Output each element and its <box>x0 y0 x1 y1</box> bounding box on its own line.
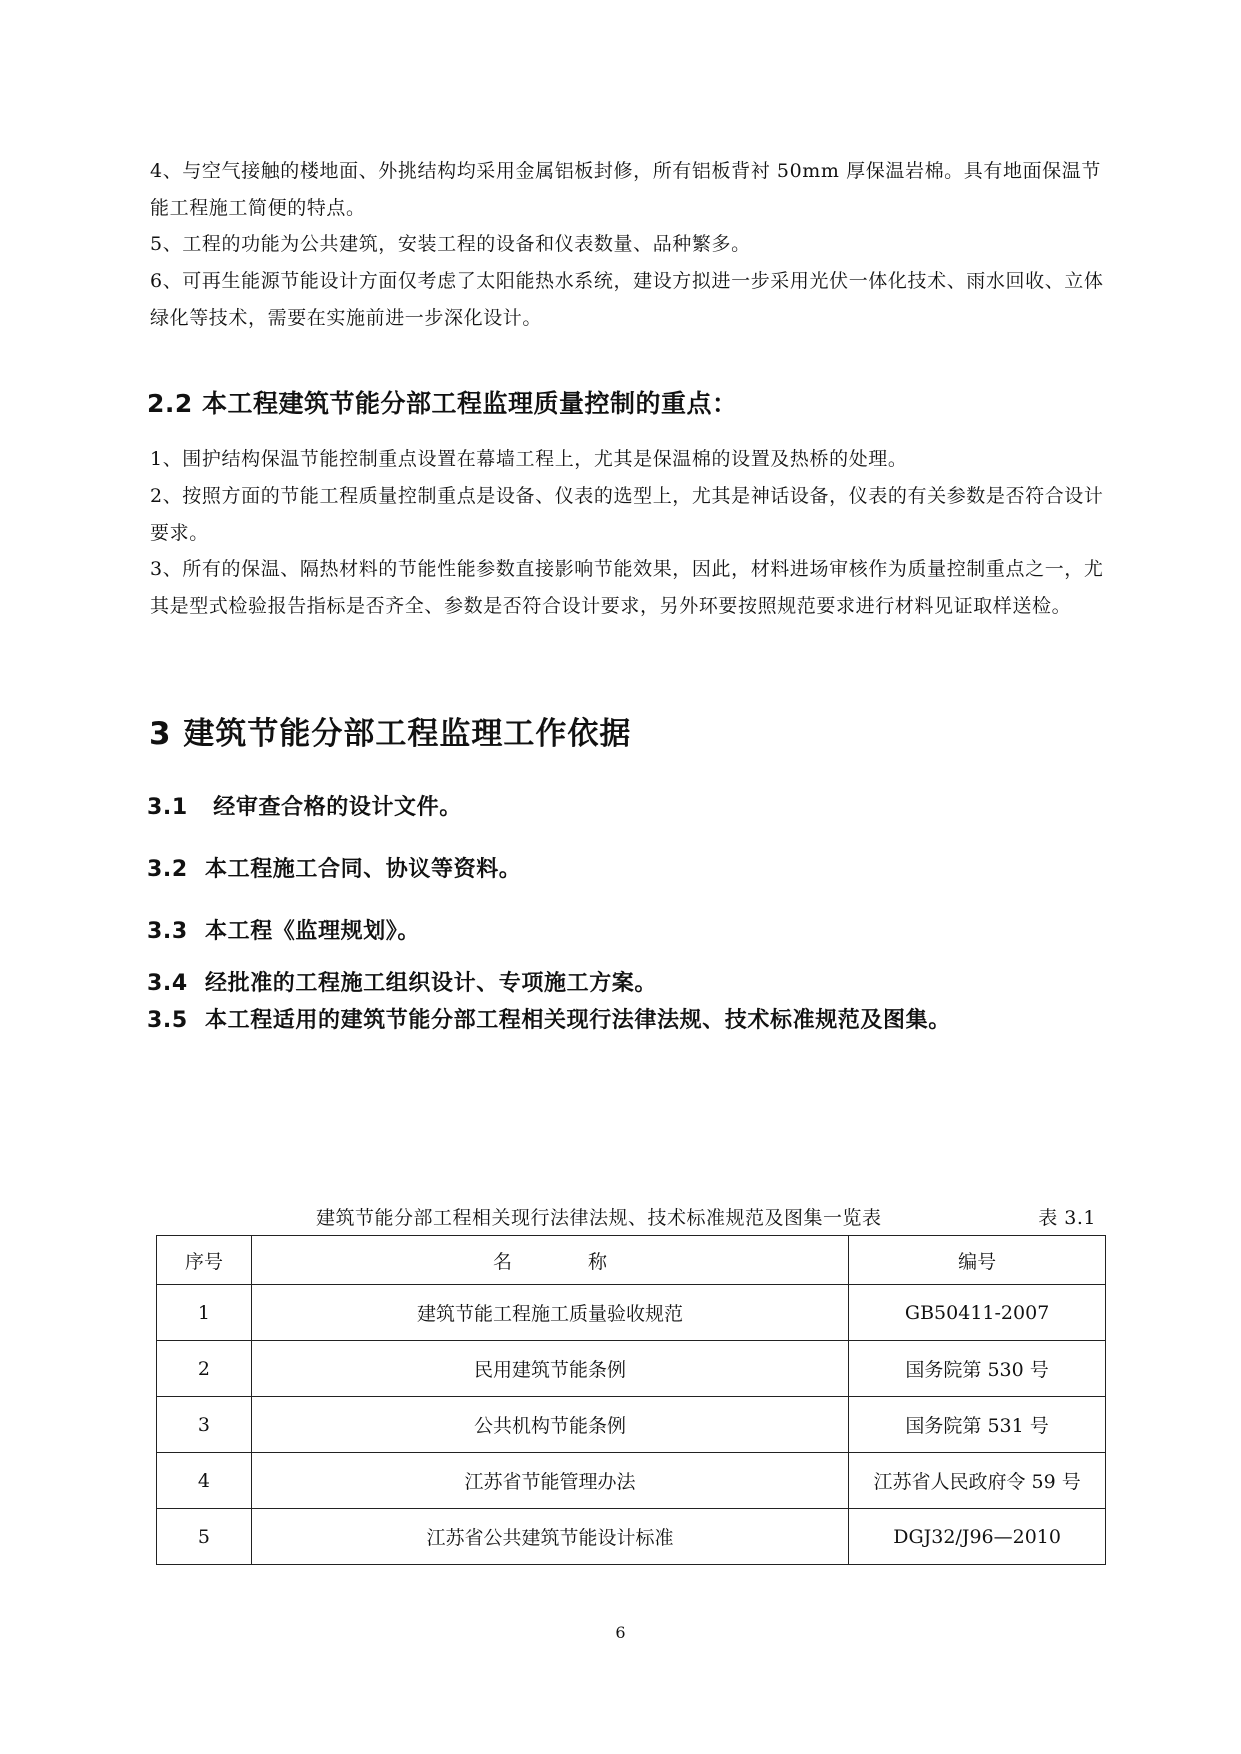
cell-code: 江苏省人民政府令 59 号 <box>849 1453 1106 1509</box>
header-name: 名 称 <box>251 1236 848 1285</box>
basis-item-text: 经审查合格的设计文件。 <box>205 795 462 820</box>
basis-item-number: 3.2 <box>147 857 188 882</box>
cell-name: 民用建筑节能条例 <box>251 1341 848 1397</box>
header-index: 序号 <box>157 1236 252 1285</box>
basis-item-number: 3.5 <box>147 1008 188 1033</box>
basis-item-number: 3.3 <box>147 919 188 944</box>
table-row <box>157 1509 1106 1565</box>
intro-item-6: 6、可再生能源节能设计方面仅考虑了太阳能热水系统，建设方拟进一步采用光伏一体化技术、雨水回收、立体绿化等技术，需要在实施前进一步深化设计。 <box>150 270 1104 329</box>
section-2-2-item-2: 2、按照方面的节能工程质量控制重点是设备、仪表的选型上，尤其是神话设备，仪表的有关参数是否符合设计要求。 <box>150 485 1104 544</box>
basis-item-text: 本工程适用的建筑节能分部工程相关现行法律法规、技术标准规范及图集。 <box>205 1008 951 1033</box>
basis-item-text: 经批准的工程施工组织设计、专项施工方案。 <box>205 971 658 996</box>
table-title: 建筑节能分部工程相关现行法律法规、技术标准规范及图集一览表 <box>316 1207 882 1229</box>
cell-code: 国务院第 531 号 <box>849 1397 1106 1453</box>
cell-name: 江苏省节能管理办法 <box>251 1453 848 1509</box>
basis-item-3-4 <box>147 966 657 997</box>
table-row <box>157 1397 1106 1453</box>
standards-table <box>156 1235 1106 1565</box>
header-code: 编号 <box>849 1236 1106 1285</box>
basis-item-3-2 <box>147 852 521 883</box>
page-number: 6 <box>615 1623 626 1642</box>
basis-item-text: 本工程施工合同、协议等资料。 <box>205 857 522 882</box>
cell-index: 1 <box>157 1285 252 1341</box>
table-row <box>157 1285 1106 1341</box>
basis-item-number: 3.1 <box>147 795 188 820</box>
cell-index: 2 <box>157 1341 252 1397</box>
section-2-2-item-3: 3、所有的保温、隔热材料的节能性能参数直接影响节能效果，因此，材料进场审核作为质量控制重点之一，尤其是型式检验报告指标是否齐全、参数是否符合设计要求，另外环要按照规范要求进行材料见证取样送检。 <box>150 558 1104 617</box>
cell-name: 公共机构节能条例 <box>251 1397 848 1453</box>
cell-code: DGJ32/J96—2010 <box>849 1509 1106 1565</box>
table-caption <box>156 1203 1096 1231</box>
cell-index: 3 <box>157 1397 252 1453</box>
section-3-title: 3 建筑节能分部工程监理工作依据 <box>149 716 632 752</box>
table-row <box>157 1341 1106 1397</box>
table-number: 表 3.1 <box>1038 1207 1096 1229</box>
basis-item-number: 3.4 <box>147 971 188 996</box>
cell-index: 4 <box>157 1453 252 1509</box>
intro-item-5: 5、工程的功能为公共建筑，安装工程的设备和仪表数量、品种繁多。 <box>150 233 751 255</box>
basis-item-text: 本工程《监理规划》。 <box>205 919 421 944</box>
table-row <box>157 1453 1106 1509</box>
cell-code: 国务院第 530 号 <box>849 1341 1106 1397</box>
basis-item-3-5 <box>147 1003 951 1034</box>
section-2-2-title: 2.2 本工程建筑节能分部工程监理质量控制的重点： <box>147 389 738 418</box>
cell-name: 江苏省公共建筑节能设计标准 <box>251 1509 848 1565</box>
section-2-2-item-1: 1、围护结构保温节能控制重点设置在幕墙工程上，尤其是保温棉的设置及热桥的处理。 <box>150 448 908 470</box>
cell-code: GB50411-2007 <box>849 1285 1106 1341</box>
intro-item-4: 4、与空气接触的楼地面、外挑结构均采用金属铝板封修，所有铝板背衬 50mm 厚保温岩棉。具有地面保温节能工程施工简便的特点。 <box>150 160 1101 219</box>
cell-index: 5 <box>157 1509 252 1565</box>
basis-item-3-3 <box>147 914 420 945</box>
basis-item-3-1 <box>147 790 462 821</box>
cell-name: 建筑节能工程施工质量验收规范 <box>251 1285 848 1341</box>
table-header-row <box>157 1236 1106 1285</box>
